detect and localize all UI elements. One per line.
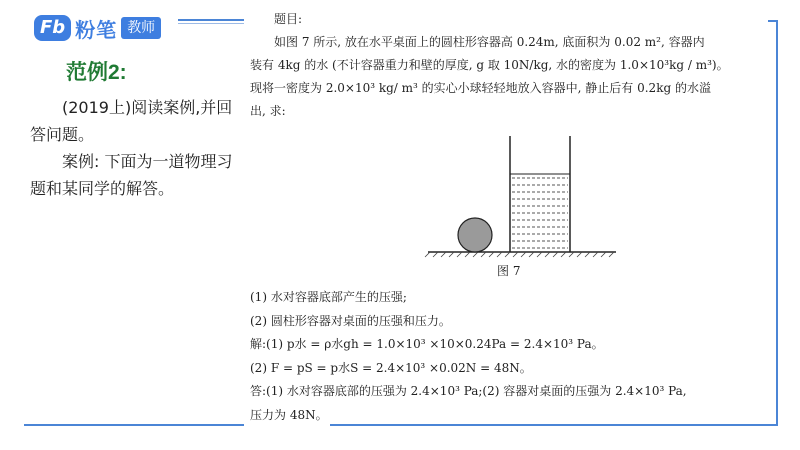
figure-caption: 图 7 <box>497 264 521 278</box>
bottom-divider-left <box>24 424 244 426</box>
problem-line-4: 出, 求: <box>250 104 286 118</box>
solution-line-2: (2) F = pS = p水S = 2.4×10³ ×0.02N = 48N。 <box>250 360 532 375</box>
solution-text <box>250 286 780 427</box>
case-intro <box>30 94 240 202</box>
logo-role-badge: 教师 <box>121 17 161 39</box>
problem-line-3: 现将一密度为 2.0×10³ kg/ m³ 的实心小球轻轻地放入容器中, 静止后有 0.2kg 的水溢 <box>250 81 711 95</box>
example-title: 范例2: <box>66 61 127 84</box>
solution-line-1: 解:(1) p水 = ρ水gh = 1.0×10³ ×10×0.24Pa = 2.4×10³ Pa。 <box>250 337 604 351</box>
brand-logo <box>34 14 161 42</box>
problem-heading: 题目: <box>274 12 303 26</box>
problem-statement <box>250 8 770 123</box>
problem-line-1: 如图 7 所示, 放在水平桌面上的圆柱形容器高 0.24m, 底面积为 0.02 m², 容器内 <box>274 35 705 49</box>
figure-container-and-ball <box>420 128 620 278</box>
answer-line-2: 压力为 48N。 <box>250 407 328 422</box>
question-1: (1) 水对容器底部产生的压强; <box>250 290 407 304</box>
case-intro-line2: 案例: 下面为一道物理习题和某同学的解答。 <box>30 152 233 198</box>
logo-brand-text: 粉笔 <box>75 17 118 42</box>
ball-icon <box>458 218 492 252</box>
case-intro-line1: (2019上)阅读案例,并回答问题。 <box>30 98 233 144</box>
water-fill <box>512 178 568 248</box>
problem-line-2: 装有 4kg 的水 (不计容器重力和壁的厚度, g 取 10N/kg, 水的密度为 1.0×10³kg / m³)。 <box>250 58 729 72</box>
top-divider <box>178 19 244 21</box>
answer-line-1: 答:(1) 水对容器底部的压强为 2.4×10³ Pa;(2) 容器对桌面的压强为 2.4×10³ Pa, <box>250 384 687 398</box>
top-divider-thin <box>178 23 244 24</box>
question-2: (2) 圆柱形容器对桌面的压强和压力。 <box>250 313 451 328</box>
logo-mark: Fb <box>34 15 71 41</box>
